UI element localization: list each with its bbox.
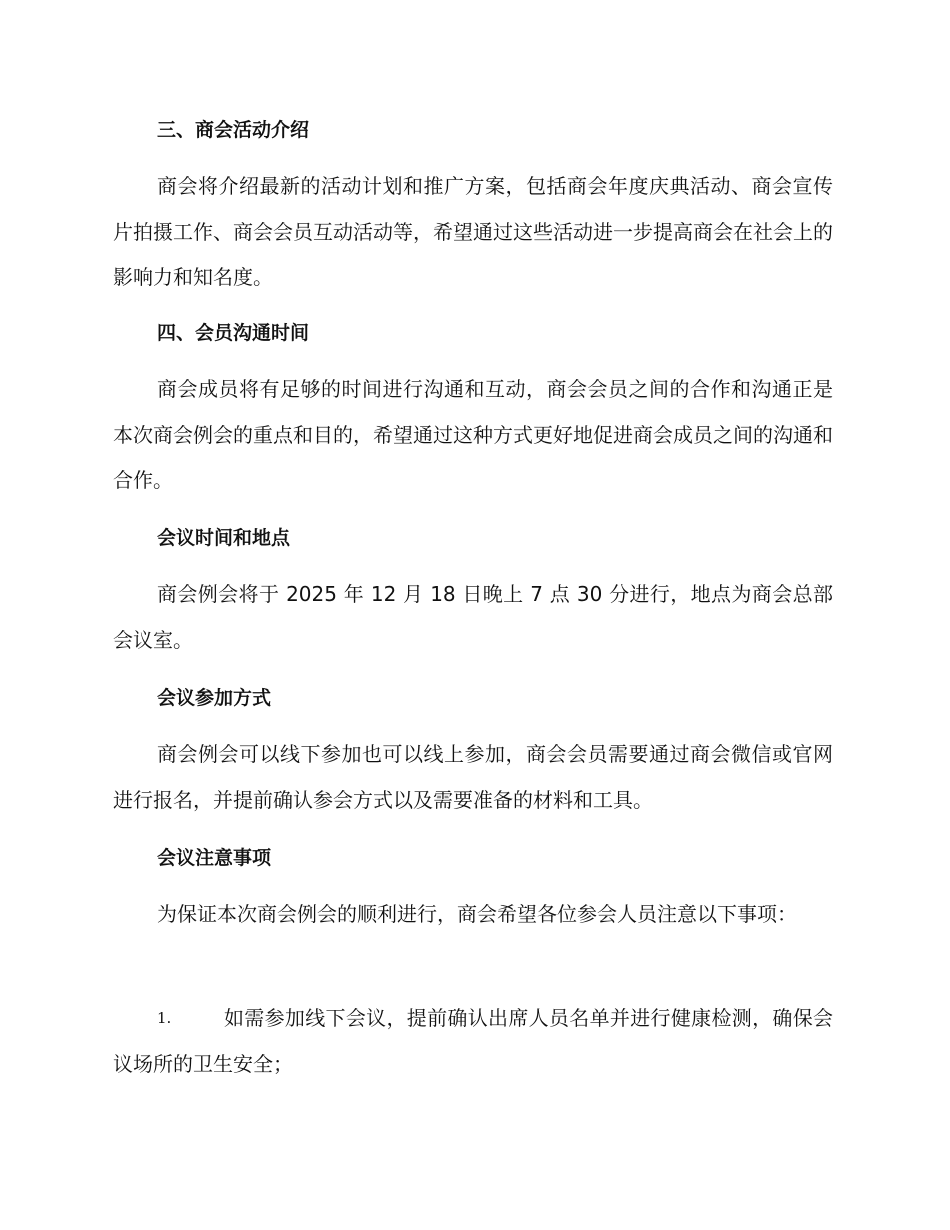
section-heading-communication: 四、会员沟通时间 <box>157 322 310 344</box>
section-heading-time-place: 会议时间和地点 <box>157 527 291 549</box>
list-item <box>113 996 833 1087</box>
section-body-communication: 商会成员将有足够的时间进行沟通和互动，商会会员之间的合作和沟通正是本次商会例会的重点和目的，希望通过这种方式更好地促进商会成员之间的沟通和合作。 <box>113 377 833 492</box>
section-body-participation: 商会例会可以线下参加也可以线上参加，商会会员需要通过商会微信或官网进行报名，并提前确认参会方式以及需要准备的材料和工具。 <box>113 742 833 812</box>
section-heading-activities: 三、商会活动介绍 <box>157 119 310 141</box>
section-heading-notes: 会议注意事项 <box>157 847 272 869</box>
section-body-notes: 为保证本次商会例会的顺利进行，商会希望各位参会人员注意以下事项： <box>157 902 797 926</box>
section-body-activities: 商会将介绍最新的活动计划和推广方案，包括商会年度庆典活动、商会宣传片拍摄工作、商会会员互动活动等，希望通过这些活动进一步提高商会在社会上的影响力和知名度。 <box>113 174 833 289</box>
section-body-time-place: 商会例会将于 2025 年 12 月 18 日晚上 7 点 30 分进行，地点为商会总部会议室。 <box>113 582 833 652</box>
section-heading-participation: 会议参加方式 <box>157 687 272 709</box>
list-item-number: 1. <box>157 1009 172 1027</box>
list-item-text: 如需参加线下会议，提前确认出席人员名单并进行健康检测，确保会议场所的卫生安全； <box>113 1006 833 1076</box>
